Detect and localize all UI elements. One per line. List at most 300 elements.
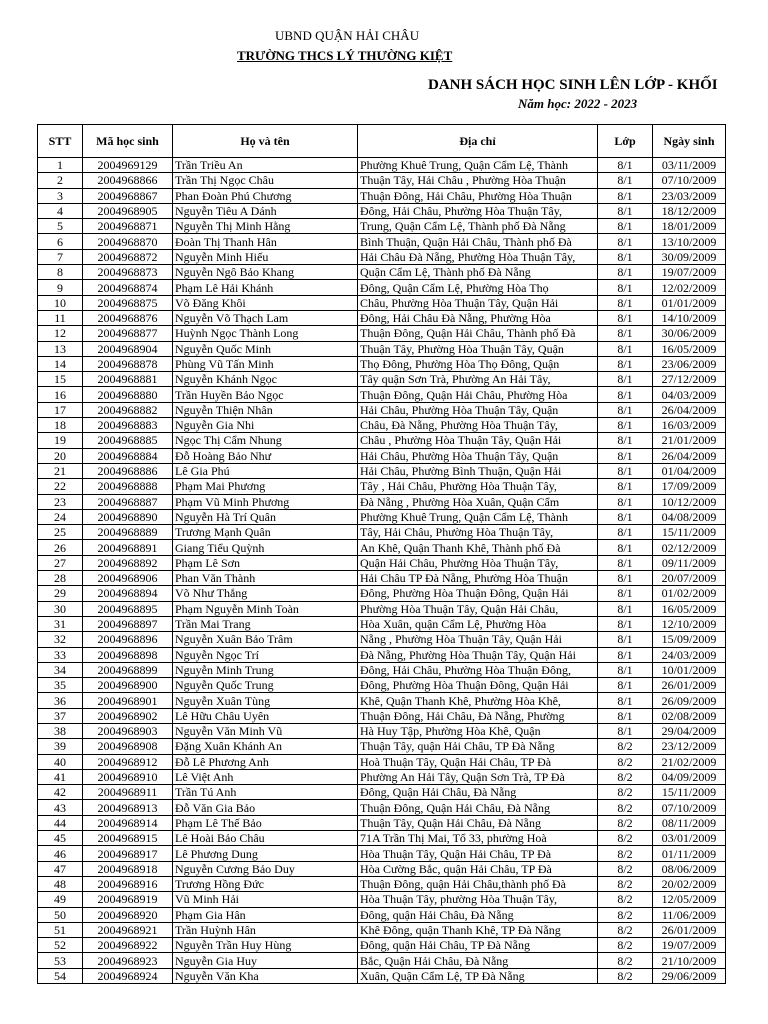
row-student-id: 2004968902	[83, 708, 173, 723]
row-address: An Khê, Quận Thanh Khê, Thành phố Đà	[358, 540, 598, 555]
row-stt: 10	[38, 295, 83, 310]
row-full-name: Nguyễn Trần Huy Hùng	[173, 938, 358, 953]
table-row	[38, 494, 726, 509]
row-student-id: 2004968872	[83, 249, 173, 264]
row-full-name: Đặng Xuân Khánh An	[173, 739, 358, 754]
row-full-name: Lê Hữu Châu Uyên	[173, 708, 358, 723]
row-birth-date: 09/11/2009	[653, 555, 726, 570]
row-address: Tây , Hải Châu, Phường Hòa Thuận Tây,	[358, 479, 598, 494]
table-row	[38, 785, 726, 800]
row-class: 8/1	[598, 601, 653, 616]
row-address: Thuận Đông, Quận Hải Châu, Phường Hòa	[358, 387, 598, 402]
row-class: 8/2	[598, 968, 653, 983]
table-row	[38, 968, 726, 983]
row-class: 8/1	[598, 555, 653, 570]
row-address: Thuận Tây, quận Hải Châu, TP Đà Nẵng	[358, 739, 598, 754]
row-birth-date: 21/02/2009	[653, 754, 726, 769]
row-full-name: Phan Văn Thành	[173, 571, 358, 586]
row-stt: 53	[38, 953, 83, 968]
row-class: 8/1	[598, 295, 653, 310]
row-student-id: 2004968876	[83, 310, 173, 325]
row-student-id: 2004968900	[83, 678, 173, 693]
row-birth-date: 19/07/2009	[653, 938, 726, 953]
col-stt: STT	[38, 125, 83, 158]
row-stt: 43	[38, 800, 83, 815]
row-class: 8/2	[598, 861, 653, 876]
row-student-id: 2004968906	[83, 571, 173, 586]
row-stt: 25	[38, 525, 83, 540]
row-stt: 46	[38, 846, 83, 861]
row-class: 8/2	[598, 953, 653, 968]
row-birth-date: 30/06/2009	[653, 326, 726, 341]
row-birth-date: 13/10/2009	[653, 234, 726, 249]
row-address: Thọ Đông, Phường Hòa Thọ Đông, Quận	[358, 356, 598, 371]
row-stt: 52	[38, 938, 83, 953]
table-row	[38, 815, 726, 830]
row-student-id: 2004968916	[83, 876, 173, 891]
row-stt: 42	[38, 785, 83, 800]
table-row	[38, 463, 726, 478]
row-stt: 18	[38, 418, 83, 433]
row-student-id: 2004968920	[83, 907, 173, 922]
row-class: 8/1	[598, 402, 653, 417]
row-stt: 38	[38, 723, 83, 738]
table-row	[38, 448, 726, 463]
row-student-id: 2004968889	[83, 525, 173, 540]
row-full-name: Đỗ Văn Gia Bảo	[173, 800, 358, 815]
row-birth-date: 01/04/2009	[653, 463, 726, 478]
row-birth-date: 29/04/2009	[653, 723, 726, 738]
row-address: Bắc, Quận Hải Châu, Đà Nẵng	[358, 953, 598, 968]
row-full-name: Nguyễn Quốc Trung	[173, 678, 358, 693]
district-name: UBND QUẬN HẢI CHÂU	[275, 28, 420, 43]
row-address: Phường An Hải Tây, Quận Sơn Trà, TP Đà	[358, 769, 598, 784]
row-class: 8/2	[598, 739, 653, 754]
row-full-name: Nguyễn Gia Nhi	[173, 418, 358, 433]
row-birth-date: 04/08/2009	[653, 509, 726, 524]
row-address: Châu, Đà Nẵng, Phường Hòa Thuận Tây,	[358, 418, 598, 433]
row-full-name: Nguyễn Võ Thạch Lam	[173, 310, 358, 325]
table-row	[38, 708, 726, 723]
row-class: 8/1	[598, 723, 653, 738]
row-stt: 31	[38, 616, 83, 631]
row-class: 8/1	[598, 433, 653, 448]
row-stt: 8	[38, 265, 83, 280]
row-full-name: Nguyễn Thiện Nhân	[173, 402, 358, 417]
row-class: 8/1	[598, 326, 653, 341]
row-student-id: 2004968885	[83, 433, 173, 448]
row-stt: 7	[38, 249, 83, 264]
row-stt: 27	[38, 555, 83, 570]
row-full-name: Võ Đăng Khôi	[173, 295, 358, 310]
row-class: 8/1	[598, 372, 653, 387]
row-full-name: Phan Đoàn Phú Chương	[173, 188, 358, 203]
row-full-name: Võ Như Thắng	[173, 586, 358, 601]
row-student-id: 2004968896	[83, 632, 173, 647]
row-full-name: Nguyễn Ngô Bảo Khang	[173, 265, 358, 280]
row-stt: 54	[38, 968, 83, 983]
row-stt: 15	[38, 372, 83, 387]
table-row	[38, 265, 726, 280]
row-class: 8/1	[598, 448, 653, 463]
row-class: 8/1	[598, 494, 653, 509]
table-row	[38, 938, 726, 953]
row-class: 8/2	[598, 922, 653, 937]
row-birth-date: 18/01/2009	[653, 219, 726, 234]
table-body	[38, 158, 726, 984]
table-row	[38, 479, 726, 494]
row-full-name: Trương Mạnh Quân	[173, 525, 358, 540]
row-birth-date: 11/06/2009	[653, 907, 726, 922]
row-stt: 26	[38, 540, 83, 555]
row-address: Đà Nẵng, Phường Hòa Thuận Tây, Quận Hải	[358, 647, 598, 662]
row-stt: 51	[38, 922, 83, 937]
row-student-id: 2004968910	[83, 769, 173, 784]
row-address: Thuận Đông, Quận Hải Châu, Đà Nẵng	[358, 800, 598, 815]
row-student-id: 2004968875	[83, 295, 173, 310]
row-address: Hoà Thuận Tây, Quận Hải Châu, TP Đà	[358, 754, 598, 769]
row-full-name: Trần Thị Ngọc Châu	[173, 173, 358, 188]
row-class: 8/1	[598, 418, 653, 433]
row-student-id: 2004968919	[83, 892, 173, 907]
row-stt: 39	[38, 739, 83, 754]
row-address: Châu , Phường Hòa Thuận Tây, Quận Hải	[358, 433, 598, 448]
row-address: Quận Cẩm Lệ, Thành phố Đà Nẵng	[358, 265, 598, 280]
row-address: Phường Khuê Trung, Quận Cẩm Lệ, Thành	[358, 509, 598, 524]
row-class: 8/1	[598, 647, 653, 662]
row-address: Thuận Tây, Quận Hải Châu, Đà Nẵng	[358, 815, 598, 830]
row-birth-date: 01/11/2009	[653, 846, 726, 861]
table-row	[38, 234, 726, 249]
row-stt: 21	[38, 463, 83, 478]
row-birth-date: 21/01/2009	[653, 433, 726, 448]
row-address: Hà Huy Tập, Phường Hòa Khê, Quận	[358, 723, 598, 738]
row-stt: 22	[38, 479, 83, 494]
row-full-name: Đỗ Hoàng Bảo Như	[173, 448, 358, 463]
row-address: Đông, Phường Hòa Thuận Đông, Quận Hải	[358, 678, 598, 693]
row-birth-date: 08/11/2009	[653, 815, 726, 830]
row-full-name: Nguyễn Cương Bảo Duy	[173, 861, 358, 876]
row-student-id: 2004968912	[83, 754, 173, 769]
row-full-name: Phạm Gia Hân	[173, 907, 358, 922]
row-address: Đông, Hải Châu, Phường Hòa Thuận Tây,	[358, 203, 598, 218]
row-stt: 44	[38, 815, 83, 830]
student-table	[37, 124, 726, 984]
row-stt: 1	[38, 158, 83, 173]
row-birth-date: 07/10/2009	[653, 173, 726, 188]
table-row	[38, 723, 726, 738]
row-birth-date: 16/05/2009	[653, 601, 726, 616]
row-student-id: 2004968899	[83, 662, 173, 677]
row-full-name: Huỳnh Ngọc Thành Long	[173, 326, 358, 341]
row-full-name: Nguyễn Văn Kha	[173, 968, 358, 983]
table-row	[38, 341, 726, 356]
row-address: Xuân, Quận Cẩm Lệ, TP Đà Nẵng	[358, 968, 598, 983]
row-address: Hòa Cường Bắc, quận Hải Châu, TP Đà	[358, 861, 598, 876]
row-class: 8/1	[598, 173, 653, 188]
row-class: 8/1	[598, 188, 653, 203]
row-class: 8/1	[598, 509, 653, 524]
row-birth-date: 03/01/2009	[653, 831, 726, 846]
row-stt: 48	[38, 876, 83, 891]
row-class: 8/1	[598, 234, 653, 249]
row-student-id: 2004968880	[83, 387, 173, 402]
row-birth-date: 26/04/2009	[653, 448, 726, 463]
row-address: Trung, Quận Cẩm Lệ, Thành phố Đà Nẵng	[358, 219, 598, 234]
row-class: 8/1	[598, 632, 653, 647]
row-stt: 28	[38, 571, 83, 586]
row-full-name: Phạm Vũ Minh Phương	[173, 494, 358, 509]
row-full-name: Nguyễn Gia Huy	[173, 953, 358, 968]
row-class: 8/2	[598, 831, 653, 846]
table-row	[38, 831, 726, 846]
row-full-name: Đỗ Lê Phương Anh	[173, 754, 358, 769]
row-stt: 35	[38, 678, 83, 693]
table-row	[38, 555, 726, 570]
row-birth-date: 01/02/2009	[653, 586, 726, 601]
row-student-id: 2004968892	[83, 555, 173, 570]
table-row	[38, 280, 726, 295]
row-class: 8/1	[598, 158, 653, 173]
row-stt: 33	[38, 647, 83, 662]
row-birth-date: 26/01/2009	[653, 922, 726, 937]
row-full-name: Giang Tiểu Quỳnh	[173, 540, 358, 555]
row-student-id: 2004968913	[83, 800, 173, 815]
row-birth-date: 01/01/2009	[653, 295, 726, 310]
col-full-name: Họ và tên	[173, 125, 358, 158]
row-birth-date: 04/09/2009	[653, 769, 726, 784]
row-stt: 9	[38, 280, 83, 295]
row-address: Tây, Hải Châu, Phường Hòa Thuận Tây,	[358, 525, 598, 540]
row-birth-date: 21/10/2009	[653, 953, 726, 968]
row-student-id: 2004968911	[83, 785, 173, 800]
row-student-id: 2004968887	[83, 494, 173, 509]
row-class: 8/1	[598, 387, 653, 402]
row-class: 8/1	[598, 693, 653, 708]
table-row	[38, 632, 726, 647]
row-student-id: 2004968895	[83, 601, 173, 616]
table-row	[38, 693, 726, 708]
row-full-name: Lê Hoài Bảo Châu	[173, 831, 358, 846]
row-stt: 23	[38, 494, 83, 509]
table-row	[38, 876, 726, 891]
row-full-name: Nguyễn Văn Minh Vũ	[173, 723, 358, 738]
row-birth-date: 15/09/2009	[653, 632, 726, 647]
row-student-id: 2004968894	[83, 586, 173, 601]
table-row	[38, 188, 726, 203]
row-student-id: 2004968924	[83, 968, 173, 983]
table-row	[38, 372, 726, 387]
row-address: Thuận Đông, Hải Châu, Đà Nẵng, Phường	[358, 708, 598, 723]
row-class: 8/2	[598, 876, 653, 891]
row-full-name: Lê Việt Anh	[173, 769, 358, 784]
row-full-name: Phùng Vũ Tấn Minh	[173, 356, 358, 371]
table-row	[38, 356, 726, 371]
row-address: Phường Hòa Thuận Tây, Quận Hải Châu,	[358, 601, 598, 616]
row-birth-date: 08/06/2009	[653, 861, 726, 876]
table-row	[38, 892, 726, 907]
row-student-id: 2004968867	[83, 188, 173, 203]
row-class: 8/2	[598, 815, 653, 830]
table-row	[38, 203, 726, 218]
row-birth-date: 23/03/2009	[653, 188, 726, 203]
table-row	[38, 586, 726, 601]
row-stt: 47	[38, 861, 83, 876]
row-student-id: 2004968878	[83, 356, 173, 371]
row-full-name: Trần Tú Anh	[173, 785, 358, 800]
row-student-id: 2004968870	[83, 234, 173, 249]
row-address: Thuận Tây, Phường Hòa Thuận Tây, Quận	[358, 341, 598, 356]
row-birth-date: 14/10/2009	[653, 310, 726, 325]
table-row	[38, 647, 726, 662]
row-class: 8/1	[598, 463, 653, 478]
row-student-id: 2004968877	[83, 326, 173, 341]
row-full-name: Trần Huyền Bảo Ngọc	[173, 387, 358, 402]
row-full-name: Lê Gia Phú	[173, 463, 358, 478]
school-year: Năm học: 2022 - 2023	[518, 96, 638, 111]
table-row	[38, 295, 726, 310]
row-class: 8/1	[598, 708, 653, 723]
table-row	[38, 739, 726, 754]
row-birth-date: 07/10/2009	[653, 800, 726, 815]
row-stt: 29	[38, 586, 83, 601]
row-class: 8/2	[598, 892, 653, 907]
row-full-name: Phạm Lê Hải Khánh	[173, 280, 358, 295]
table-row	[38, 525, 726, 540]
row-student-id: 2004968886	[83, 463, 173, 478]
row-full-name: Nguyễn Quốc Minh	[173, 341, 358, 356]
row-address: Đông, quận Hải Châu, Đà Nẵng	[358, 907, 598, 922]
document-title: DANH SÁCH HỌC SINH LÊN LỚP - KHỐI	[428, 77, 718, 93]
school-name: TRƯỜNG THCS LÝ THƯỜNG KIỆT	[237, 48, 453, 63]
col-student-id: Mã học sinh	[83, 125, 173, 158]
row-address: Đà Nẵng , Phường Hòa Xuân, Quận Cẩm	[358, 494, 598, 509]
row-birth-date: 30/09/2009	[653, 249, 726, 264]
row-full-name: Nguyễn Minh Hiếu	[173, 249, 358, 264]
row-student-id: 2004968923	[83, 953, 173, 968]
table-row	[38, 249, 726, 264]
row-address: Thuận Tây, Hải Châu , Phường Hòa Thuận	[358, 173, 598, 188]
table-row	[38, 326, 726, 341]
row-address: Hòa Xuân, quận Cẩm Lệ, Phường Hòa	[358, 616, 598, 631]
row-student-id: 2004968883	[83, 418, 173, 433]
row-student-id: 2004968871	[83, 219, 173, 234]
row-birth-date: 15/11/2009	[653, 525, 726, 540]
table-row	[38, 173, 726, 188]
table-row	[38, 387, 726, 402]
row-stt: 5	[38, 219, 83, 234]
row-birth-date: 20/07/2009	[653, 571, 726, 586]
row-full-name: Lê Phương Dung	[173, 846, 358, 861]
col-class: Lớp	[598, 125, 653, 158]
table-row	[38, 310, 726, 325]
row-stt: 45	[38, 831, 83, 846]
table-row	[38, 861, 726, 876]
row-address: Hòa Thuận Tây, phường Hòa Thuận Tây,	[358, 892, 598, 907]
table-row	[38, 769, 726, 784]
row-full-name: Nguyễn Hà Trí Quân	[173, 509, 358, 524]
row-stt: 32	[38, 632, 83, 647]
row-class: 8/2	[598, 754, 653, 769]
row-birth-date: 18/12/2009	[653, 203, 726, 218]
row-stt: 37	[38, 708, 83, 723]
row-birth-date: 26/09/2009	[653, 693, 726, 708]
row-address: Đông, Quận Cẩm Lệ, Phường Hòa Thọ	[358, 280, 598, 295]
row-address: Quận Hải Châu, Phường Hòa Thuận Tây,	[358, 555, 598, 570]
table-row	[38, 540, 726, 555]
row-student-id: 2004968898	[83, 647, 173, 662]
row-birth-date: 02/12/2009	[653, 540, 726, 555]
row-address: Châu, Phường Hòa Thuận Tây, Quận Hải	[358, 295, 598, 310]
row-student-id: 2004968908	[83, 739, 173, 754]
row-stt: 13	[38, 341, 83, 356]
row-birth-date: 12/02/2009	[653, 280, 726, 295]
row-birth-date: 23/12/2009	[653, 739, 726, 754]
row-full-name: Trần Mai Trang	[173, 616, 358, 631]
row-stt: 36	[38, 693, 83, 708]
row-full-name: Nguyễn Xuân Bảo Trâm	[173, 632, 358, 647]
table-row	[38, 616, 726, 631]
row-birth-date: 26/04/2009	[653, 402, 726, 417]
row-address: Nẵng , Phường Hòa Thuận Tây, Quận Hải	[358, 632, 598, 647]
row-stt: 19	[38, 433, 83, 448]
col-birth-date: Ngày sinh	[653, 125, 726, 158]
row-address: Bình Thuận, Quận Hải Châu, Thành phố Đà	[358, 234, 598, 249]
row-class: 8/2	[598, 938, 653, 953]
row-class: 8/2	[598, 769, 653, 784]
row-stt: 30	[38, 601, 83, 616]
row-birth-date: 26/01/2009	[653, 678, 726, 693]
table-row	[38, 158, 726, 173]
row-birth-date: 16/05/2009	[653, 341, 726, 356]
row-address: Hải Châu, Phường Bình Thuận, Quận Hải	[358, 463, 598, 478]
row-class: 8/2	[598, 907, 653, 922]
row-full-name: Đoàn Thị Thanh Hân	[173, 234, 358, 249]
row-full-name: Nguyễn Ngọc Trí	[173, 647, 358, 662]
row-birth-date: 12/10/2009	[653, 616, 726, 631]
row-stt: 41	[38, 769, 83, 784]
row-student-id: 2004968903	[83, 723, 173, 738]
row-stt: 14	[38, 356, 83, 371]
row-student-id: 2004968904	[83, 341, 173, 356]
row-full-name: Trương Hồng Đức	[173, 876, 358, 891]
row-stt: 6	[38, 234, 83, 249]
row-address: Hải Châu TP Đà Nẵng, Phường Hòa Thuận	[358, 571, 598, 586]
row-class: 8/1	[598, 310, 653, 325]
row-full-name: Vũ Minh Hải	[173, 892, 358, 907]
table-row	[38, 433, 726, 448]
row-full-name: Nguyễn Tiêu A Dánh	[173, 203, 358, 218]
row-class: 8/1	[598, 678, 653, 693]
row-birth-date: 20/02/2009	[653, 876, 726, 891]
table-row	[38, 953, 726, 968]
row-student-id: 2004968884	[83, 448, 173, 463]
row-class: 8/1	[598, 265, 653, 280]
row-full-name: Phạm Mai Phương	[173, 479, 358, 494]
row-student-id: 2004968901	[83, 693, 173, 708]
row-class: 8/1	[598, 280, 653, 295]
row-birth-date: 17/09/2009	[653, 479, 726, 494]
table-row	[38, 754, 726, 769]
row-birth-date: 24/03/2009	[653, 647, 726, 662]
row-student-id: 2004968881	[83, 372, 173, 387]
row-birth-date: 10/01/2009	[653, 662, 726, 677]
row-full-name: Nguyễn Khánh Ngọc	[173, 372, 358, 387]
row-birth-date: 19/07/2009	[653, 265, 726, 280]
row-address: Khê Đông, quận Thanh Khê, TP Đà Nẵng	[358, 922, 598, 937]
row-birth-date: 29/06/2009	[653, 968, 726, 983]
table-row	[38, 402, 726, 417]
